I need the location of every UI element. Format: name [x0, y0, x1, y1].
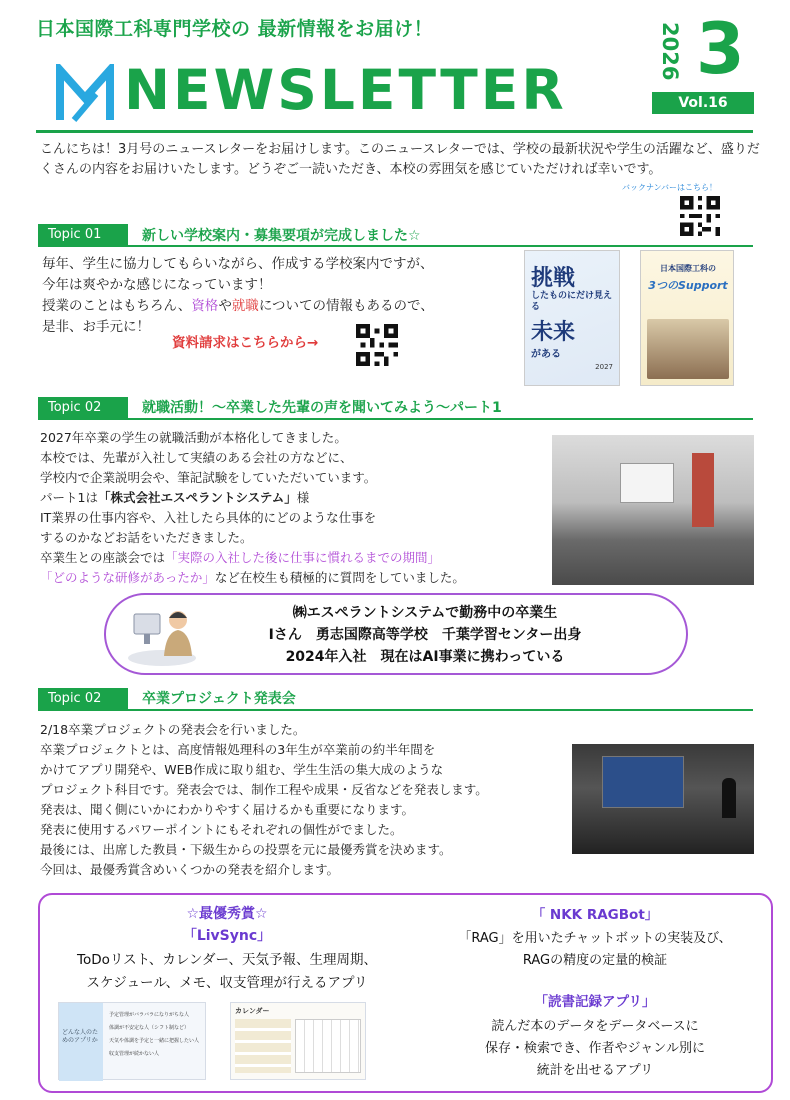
topic1-line3	[42, 296, 522, 317]
reading-desc3: 統計を出せるアプリ	[536, 1063, 654, 1078]
presenter-figure	[722, 778, 736, 818]
topic2-line4	[40, 488, 550, 508]
school-logo-icon	[56, 64, 114, 124]
question-highlight-1: 「実際の入社した後に仕事に慣れるまでの期間」	[165, 550, 441, 565]
header-subtitle: 日本国際工科専門学校の 最新情報をお届け！	[36, 18, 434, 40]
cover2-photo	[647, 319, 729, 379]
best-award-desc1: ToDoリスト、カレンダー、天気予報、生理周期、	[77, 952, 377, 968]
topic3-tag: Topic 02	[38, 688, 128, 710]
topic2-line6: するのかなどお話をいただきました。	[40, 530, 253, 545]
topic3-line1: 2/18卒業プロジェクトの発表会を行いました。	[40, 722, 306, 737]
topic2-line3: 学校内で企業説明会や、筆記試験をしていただいています。	[40, 470, 377, 485]
shot1-title: どんな人のためのアプリか	[62, 1029, 99, 1044]
topic2-line4-part: パート1は	[40, 490, 98, 505]
topic3-line7: 最後には、出席した教員・下級生からの投票を元に最優秀賞を決めます。	[40, 842, 452, 857]
profile-line1: ㈱エスペラントシステムで勤務中の卒業生	[292, 605, 558, 621]
best-award-name: 「LivSync」	[182, 928, 272, 944]
topic1-line1: 毎年、学生に協力してもらいながら、作成する学校案内ですが、	[42, 256, 434, 272]
cover1-headline: 挑戦	[531, 266, 576, 291]
wall-banner	[692, 453, 714, 527]
livsync-screenshot-1	[58, 1002, 206, 1080]
shot1-list	[109, 1009, 203, 1061]
seminar-photo	[552, 435, 754, 585]
cover1-subhead: したものにだけ見える	[531, 291, 613, 312]
best-award-block	[42, 903, 412, 991]
backnumber-qr-icon[interactable]	[680, 196, 720, 236]
shot2-calendar-grid	[295, 1019, 361, 1073]
topic2-line2: 本校では、先輩が入社して実績のある会社の方などに、	[40, 450, 353, 465]
cover1-tail: がある	[531, 349, 561, 360]
topic1-tag: Topic 01	[38, 224, 128, 246]
year-label: 2026	[658, 22, 682, 81]
graduate-profile-text	[190, 602, 660, 668]
topic2-line5: IT業界の仕事内容や、入社したら具体的にどのような仕事を	[40, 510, 377, 525]
reading-desc1: 読んだ本のデータをデータベースに	[491, 1019, 699, 1034]
topic2-line8-part: など在校生も積極的に質問をしていました。	[214, 570, 465, 585]
reading-app-block	[420, 990, 770, 1078]
topic1-line3-part: についての情報もあるので、	[258, 298, 434, 314]
topic3-line3: かけてアプリ開発や、WEB作成に取り組む、学生生活の集大成のような	[40, 762, 444, 777]
rag-award-block	[420, 903, 770, 968]
topic1-line2: 今年は爽やかな感じになっています！	[42, 277, 272, 293]
topic1-title: 新しい学校案内・募集要項が完成しました☆	[142, 228, 421, 244]
topic1-rule	[38, 245, 753, 247]
qualification-highlight: 資格	[191, 298, 219, 314]
topic3-rule	[38, 709, 753, 711]
livsync-screenshot-2	[230, 1002, 366, 1080]
presentation-screen	[602, 756, 684, 808]
topic1-line3-part: や	[218, 298, 232, 314]
reading-desc2: 保存・検索でき、作者やジャンル別に	[485, 1041, 705, 1056]
topic2-line1: 2027年卒業の学生の就職活動が本格化してきました。	[40, 430, 347, 445]
shot1-item: 収支管理が続かない人	[109, 1051, 160, 1057]
brochure-cover-1	[524, 250, 620, 386]
shot1-item: 予定管理がバラバラになりがちな人	[109, 1012, 190, 1018]
cover2-subtitle: 3つのSupport	[648, 279, 728, 292]
topic3-line4: プロジェクト科目です。発表会では、制作工程や成果・反省などを発表します。	[40, 782, 488, 797]
question-highlight-2: 「どのような研修があったか」	[40, 570, 215, 585]
topic1-line3-part: 授業のことはもちろん、	[42, 298, 192, 314]
rag-desc2: RAGの精度の定量的検証	[522, 953, 668, 968]
month-number: 3	[696, 8, 745, 90]
topic2-line4-part: 様	[296, 490, 310, 505]
topic2-title: 就職活動！～卒業した先輩の声を聞いてみよう～パート1	[142, 400, 502, 416]
backnumber-link[interactable]: バックナンバーはこちら！	[622, 183, 718, 192]
request-link[interactable]: 資料請求はこちらから→	[172, 335, 319, 351]
projector-screen	[620, 463, 674, 503]
topic2-line7-part: 卒業生との座談会では	[40, 550, 166, 565]
topic3-line8: 今回は、最優秀賞含めいくつかの発表を紹介します。	[40, 862, 340, 877]
topic2-rule	[38, 418, 753, 420]
request-qr-icon[interactable]	[356, 324, 398, 366]
shot2-title: カレンダー	[235, 1007, 270, 1015]
best-award-label: ☆最優秀賞☆	[186, 906, 268, 922]
shot1-item: 体調が不安定な人（シフト制など）	[109, 1025, 190, 1031]
topic3-line2: 卒業プロジェクトとは、高度情報処理科の3年生が卒業前の約半年間を	[40, 742, 436, 757]
topic2-line8	[40, 568, 550, 588]
topic1-line4: 是非、お手元に！	[42, 319, 150, 335]
year-block	[656, 18, 686, 82]
intro-text: こんにちは！3月号のニュースレターをお届けします。このニュースレターでは、学校の最新状況や学生の活躍など、盛りだくさんの内容をお届けいたします。どうぞご一読いただき、本校の雰囲気を感じていただければ幸いです。	[40, 142, 760, 177]
topic1-body	[42, 254, 522, 338]
cover1-year: 2027	[595, 363, 613, 371]
cover2-title: 日本国際工科の	[660, 264, 716, 273]
brochure-cover-2	[640, 250, 734, 386]
topic3-title: 卒業プロジェクト発表会	[142, 691, 296, 707]
topic3-body	[40, 720, 580, 880]
topic2-body	[40, 428, 550, 588]
header-divider	[36, 130, 753, 133]
cover1-future: 未来	[531, 320, 576, 345]
rag-desc1: 「RAG」を用いたチャットボットの実装及び、	[458, 931, 732, 946]
graduate-illustration-icon	[126, 600, 198, 668]
topic3-line6: 発表に使用するパワーポイントにもそれぞれの個性がでました。	[40, 822, 403, 837]
company-name: 「株式会社エスペラントシステム」	[97, 490, 297, 505]
presentation-photo	[572, 744, 754, 854]
topic2-line7	[40, 548, 550, 568]
profile-line3: 2024年入社 現在はAI事業に携わっている	[285, 649, 565, 665]
shot1-item: 天気や体調を予定と一緒に把握したい人	[109, 1038, 200, 1044]
volume-badge: Vol.16	[652, 92, 754, 114]
topic2-tag: Topic 02	[38, 397, 128, 419]
employment-highlight: 就職	[231, 298, 259, 314]
topic3-line5: 発表は、聞く側にいかにわかりやすく届けるかも重要になります。	[40, 802, 415, 817]
shot2-task-list	[235, 1019, 291, 1073]
rag-app-name: 「 NKK RAGBot」	[531, 907, 659, 923]
reading-app-name: 「読書記録アプリ」	[534, 994, 656, 1010]
profile-line2: Iさん 勇志国際高等学校 千葉学習センター出身	[268, 627, 582, 643]
newsletter-title: NEWSLETTER	[124, 58, 567, 122]
best-award-desc2: スケジュール、メモ、収支管理が行えるアプリ	[86, 975, 368, 991]
